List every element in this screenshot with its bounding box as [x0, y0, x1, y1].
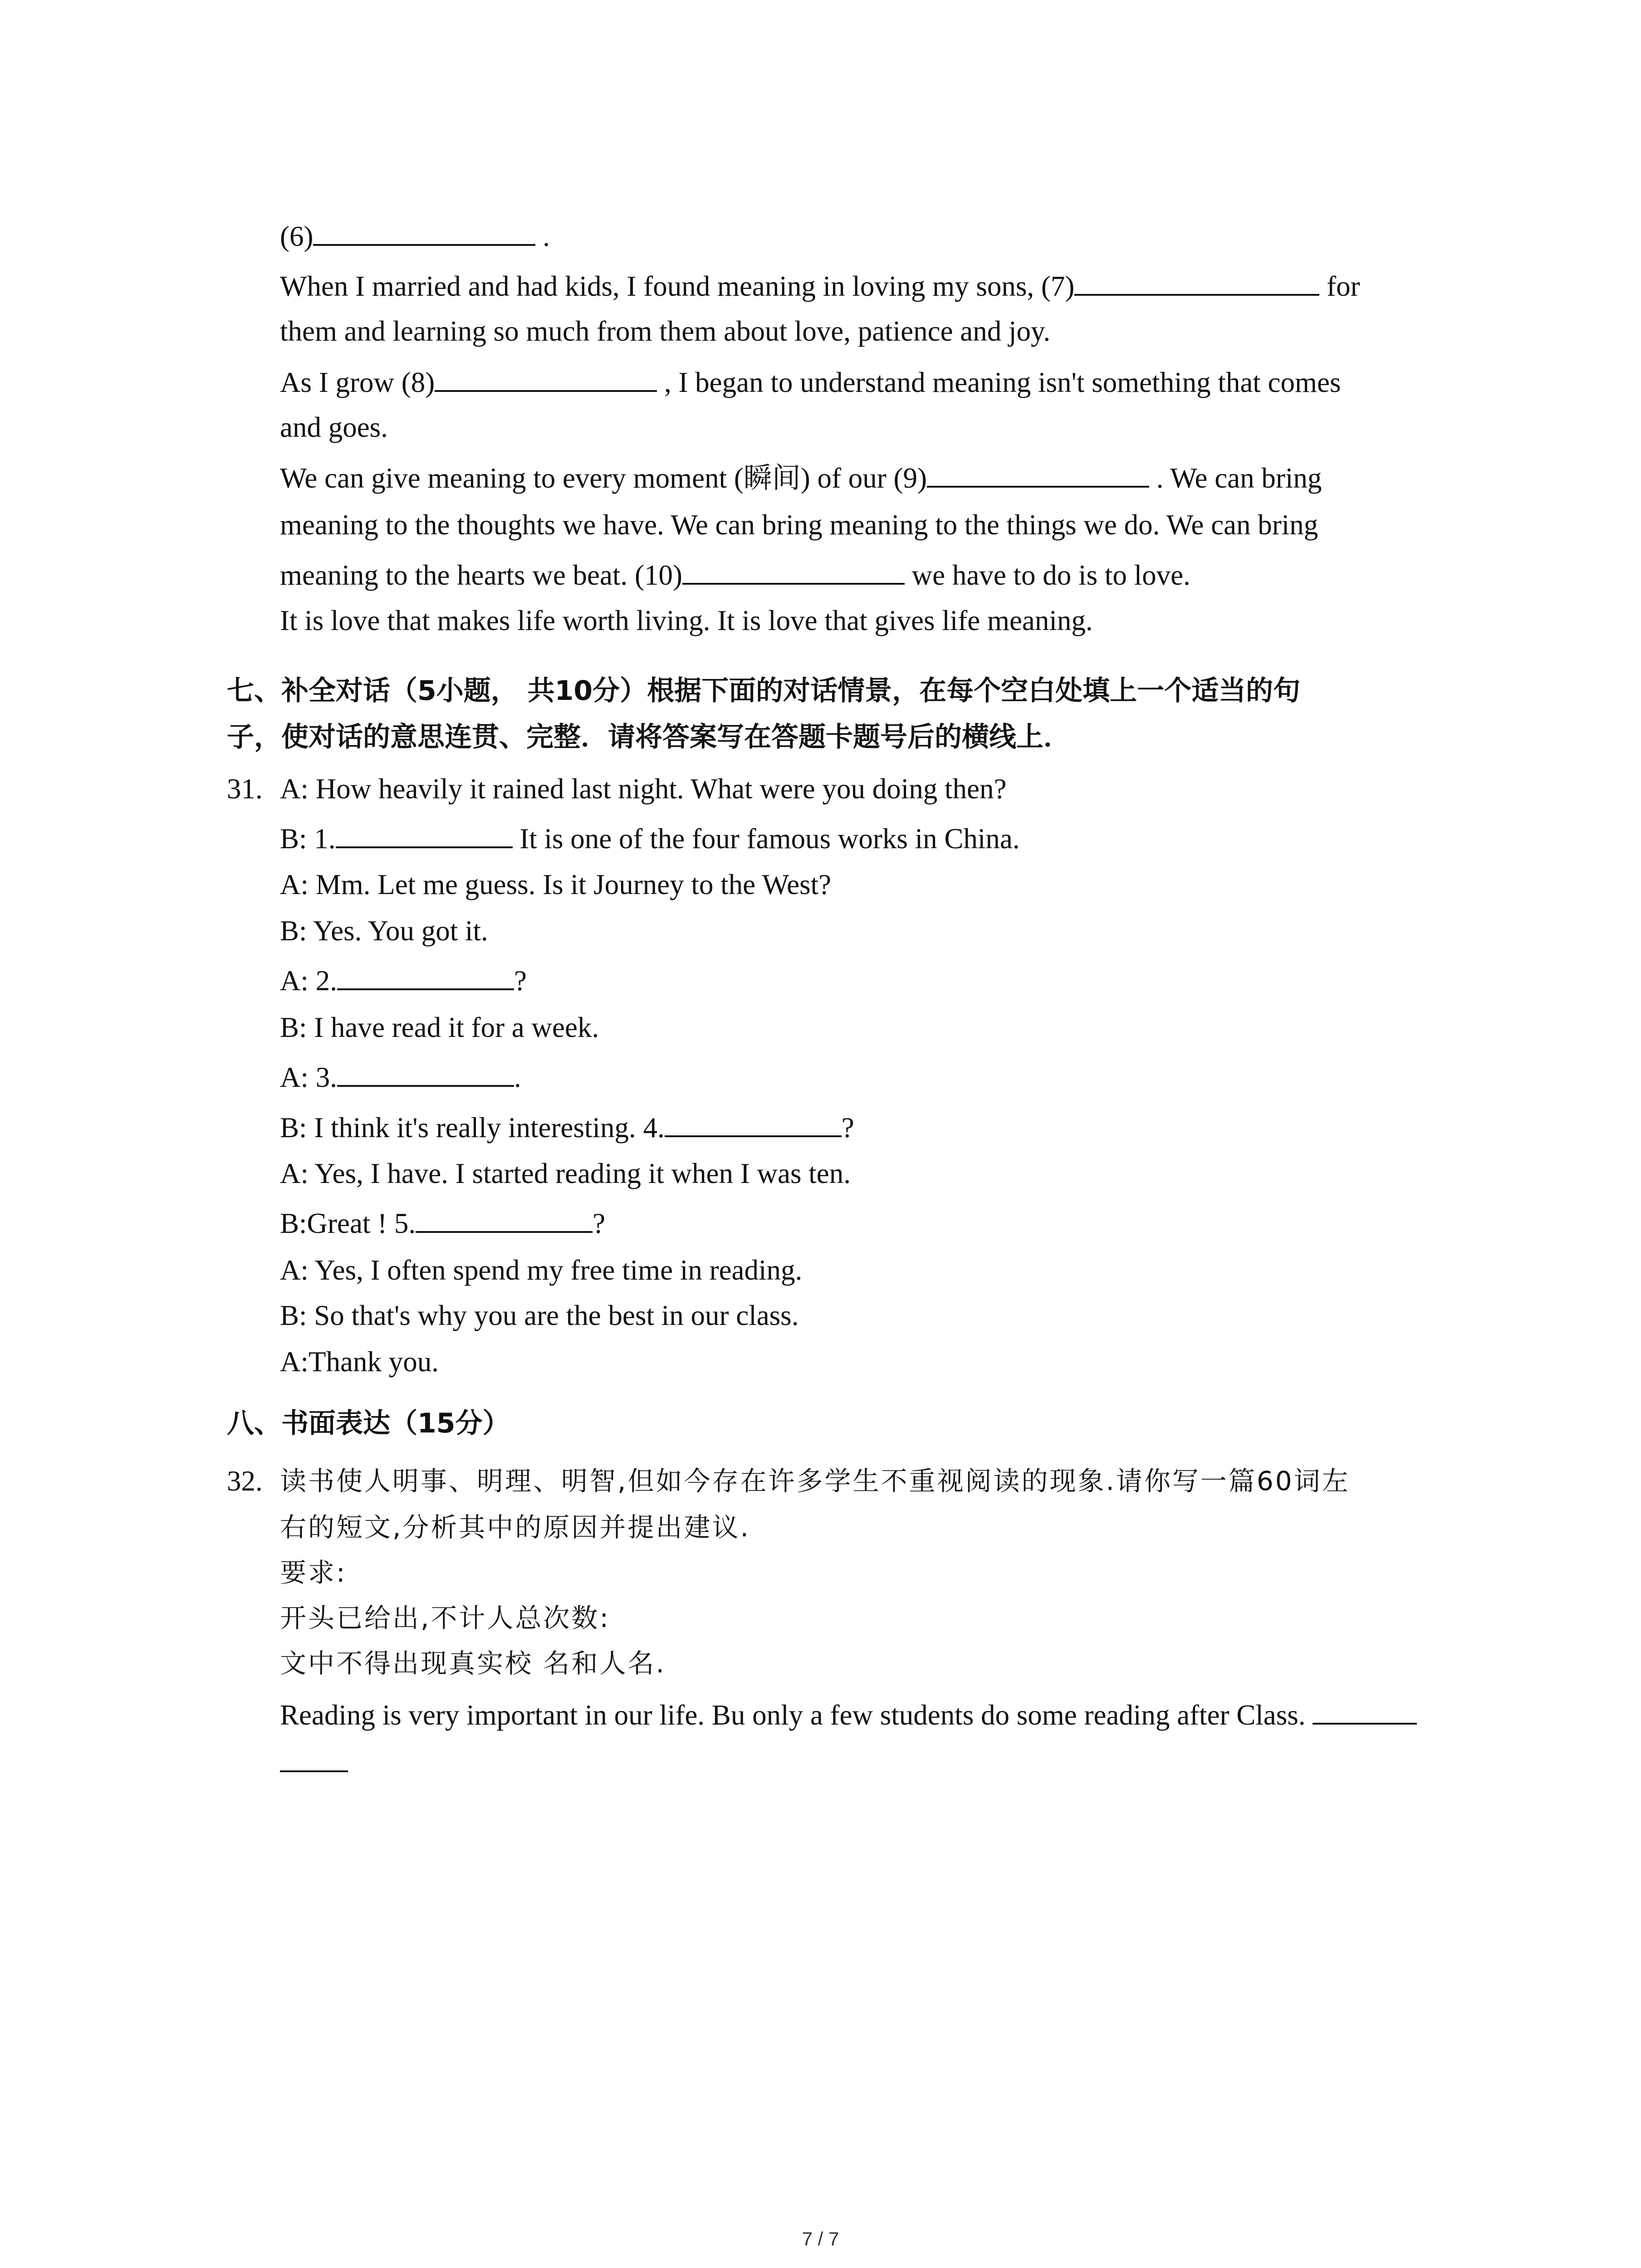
blank-7[interactable] [1074, 268, 1319, 296]
passage-text: We can give meaning to every moment (瞬间) of our (9) [280, 462, 927, 494]
dialog-text: B: 1. [280, 823, 336, 855]
blank-9[interactable] [927, 459, 1149, 488]
blank-8[interactable] [435, 364, 657, 392]
question-number: 32. [227, 1465, 263, 1497]
passage-text: . We can bring [1149, 462, 1322, 494]
dialog-text: It is one of the four famous works in China. [512, 823, 1020, 855]
essay-opening-line [280, 1696, 1417, 1733]
prompt-line: 开头已给出,不计人总次数: [280, 1603, 610, 1633]
passage-line-6 [280, 218, 550, 254]
dialog-line: B: I have read it for a week. [280, 1012, 599, 1043]
blank-2[interactable] [337, 962, 514, 990]
dialog-line: B: Yes. You got it. [280, 915, 488, 947]
prompt-line: 右的短文,分析其中的原因并提出建议. [280, 1512, 750, 1543]
prompt-line: 文中不得出现真实校 名和人名. [280, 1648, 666, 1679]
passage-text: . [535, 220, 550, 252]
dialog-text: . [514, 1061, 521, 1093]
dialog-line: A: Yes, I have. I started reading it when I was ten. [280, 1158, 851, 1189]
dialog-line: A: Yes, I often spend my free time in reading. [280, 1254, 803, 1286]
prompt-line: 要求: [280, 1557, 347, 1588]
passage-text: (6) [280, 220, 314, 252]
page-number: 7 / 7 [802, 2228, 839, 2249]
prompt-line: 读书使人明事、明理、明智,但如今存在许多学生不重视阅读的现象.请你写一篇60词左 [280, 1466, 1350, 1496]
passage-text: we have to do is to love. [904, 559, 1190, 591]
dialog-text: A: 2. [280, 965, 337, 997]
blank-10[interactable] [682, 557, 905, 585]
essay-opening-text: Reading is very important in our life. Bu only a few students do some reading after Class. [280, 1699, 1306, 1731]
dialog-line-3 [280, 1059, 521, 1095]
dialog-line: B: So that's why you are the best in our class. [280, 1300, 799, 1331]
dialog-line-2 [280, 962, 527, 999]
dialog-text: ? [841, 1112, 854, 1144]
blank-3[interactable] [337, 1059, 514, 1087]
passage-line-8 [280, 364, 1341, 401]
dialog-line-4 [280, 1109, 854, 1146]
dialog-line: A: How heavily it rained last night. What were you doing then? [280, 773, 1007, 805]
passage-line-7 [280, 268, 1360, 304]
question-number: 31. [227, 773, 263, 805]
blank-5[interactable] [416, 1205, 593, 1233]
dialog-text: B: I think it's really interesting. 4. [280, 1112, 665, 1144]
dialog-line-5 [280, 1205, 605, 1242]
dialog-line: A: Mm. Let me guess. Is it Journey to the West? [280, 869, 832, 900]
essay-blank[interactable] [1313, 1696, 1417, 1725]
passage-text: meaning to the hearts we beat. (10) [280, 559, 682, 591]
dialog-text: ? [593, 1207, 606, 1239]
passage-line: them and learning so much from them about love, patience and joy. [280, 315, 1051, 347]
dialog-line: A:Thank you. [280, 1346, 439, 1378]
passage-line: and goes. [280, 411, 388, 443]
dialog-line-1 [280, 820, 1020, 857]
section-heading: 八、书面表达（15分） [227, 1408, 510, 1439]
passage-text: When I married and had kids, I found meaning in loving my sons, (7) [280, 270, 1075, 302]
passage-text: As I grow (8) [280, 367, 435, 398]
section-heading: 子，使对话的意思连贯、完整．请将答案写在答题卡题号后的横线上． [227, 721, 1071, 753]
section-heading: 七、补全对话（5小题， 共10分）根据下面的对话情景，在每个空白处填上一个适当的句 [227, 675, 1301, 707]
dialog-text: A: 3. [280, 1061, 337, 1093]
passage-line: It is love that makes life worth living. It is love that gives life meaning. [280, 605, 1093, 636]
essay-blank-continued[interactable] [280, 1744, 348, 1772]
passage-line-10 [280, 557, 1190, 593]
dialog-text: ? [514, 965, 527, 997]
passage-line-9 [280, 459, 1322, 496]
blank-6[interactable] [313, 218, 535, 246]
essay-continuation [280, 1744, 348, 1781]
blank-1[interactable] [336, 820, 513, 848]
dialog-text: B:Great ! 5. [280, 1207, 416, 1239]
passage-text: for [1319, 270, 1360, 302]
passage-text: , I began to understand meaning isn't something that comes [657, 367, 1341, 398]
passage-line: meaning to the thoughts we have. We can bring meaning to the things we do. We can bring [280, 509, 1318, 541]
blank-4[interactable] [665, 1109, 842, 1137]
